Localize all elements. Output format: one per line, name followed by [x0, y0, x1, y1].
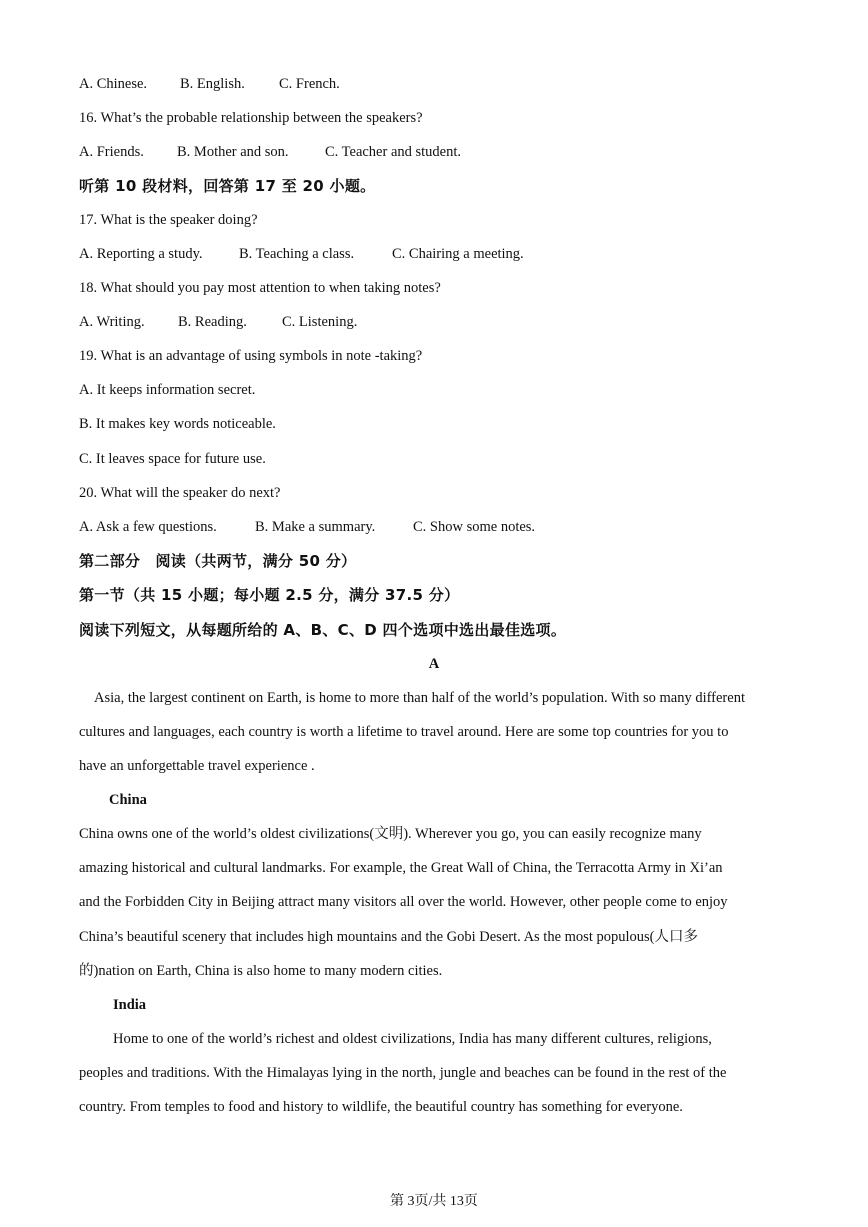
china-line-4: China’s beautiful scenery that includes high mountains and the Gobi Desert. As the most populous(人口多 [79, 929, 698, 945]
q20-option-a: A. Ask a few questions. [79, 519, 217, 535]
q19-option-c: C. It leaves space for future use. [79, 451, 266, 467]
q18-option-b: B. Reading. [178, 314, 247, 330]
q16-question: 16. What’s the probable relationship between the speakers? [79, 110, 423, 126]
page-number-footer: 第 3页/共 13页 [390, 1194, 478, 1209]
q16-option-c: C. Teacher and student. [325, 144, 462, 160]
china-line-5: 的)nation on Earth, China is also home to many modern cities. [79, 963, 443, 979]
q15-option-a: A. Chinese. [79, 76, 148, 92]
q15-option-c: C. French. [279, 76, 340, 92]
section-10-heading: 听第 10 段材料，回答第 17 至 20 小题。 [79, 177, 376, 195]
q18-options [79, 312, 357, 332]
part-2-heading: 第二部分 阅读（共两节，满分 50 分） [79, 552, 357, 570]
q17-question: 17. What is the speaker doing? [79, 212, 258, 228]
q16-option-b: B. Mother and son. [177, 144, 289, 160]
india-line-3: country. From temples to food and history to wildlife, the beautiful country has something for everyone. [79, 1099, 683, 1115]
reading-instructions: 阅读下列短文，从每题所给的 A、B、C、D 四个选项中选出最佳选项。 [79, 621, 567, 639]
q19-option-b: B. It makes key words noticeable. [79, 416, 276, 432]
q19-option-a: A. It keeps information secret. [79, 382, 256, 398]
india-line-1: Home to one of the world’s richest and oldest civilizations, India has many different cultures, religions, [113, 1031, 712, 1047]
q17-option-a: A. Reporting a study. [79, 246, 203, 262]
china-heading: China [109, 792, 147, 808]
china-line-1: China owns one of the world’s oldest civilizations(文明). Wherever you go, you can easily recognize many [79, 826, 702, 842]
q16-option-a: A. Friends. [79, 144, 144, 160]
q18-option-a: A. Writing. [79, 314, 145, 330]
q15-options [79, 74, 340, 94]
q17-option-c: C. Chairing a meeting. [392, 246, 524, 262]
china-line-2: amazing historical and cultural landmarks. For example, the Great Wall of China, the Terracotta Army in Xi’an [79, 860, 723, 876]
q18-option-c: C. Listening. [282, 314, 358, 330]
q20-options [79, 517, 535, 537]
china-line-3: and the Forbidden City in Beijing attract many visitors all over the world. However, other people come to enjoy [79, 894, 728, 910]
q18-question: 18. What should you pay most attention to when taking notes? [79, 280, 441, 296]
q16-options [79, 142, 461, 162]
passage-label: A [428, 656, 440, 672]
intro-line-3: have an unforgettable travel experience . [79, 758, 315, 774]
q17-options [79, 244, 524, 264]
q20-option-b: B. Make a summary. [255, 519, 376, 535]
intro-line-1: Asia, the largest continent on Earth, is home to more than half of the world’s population. With so many different [94, 690, 745, 706]
q19-question: 19. What is an advantage of using symbols in note -taking? [79, 348, 423, 364]
india-line-2: peoples and traditions. With the Himalayas lying in the north, jungle and beaches can be found in the rest of the [79, 1065, 727, 1081]
q17-option-b: B. Teaching a class. [239, 246, 355, 262]
q20-question: 20. What will the speaker do next? [79, 485, 281, 501]
q15-option-b: B. English. [180, 76, 245, 92]
q20-option-c: C. Show some notes. [413, 519, 536, 535]
india-heading: India [113, 997, 147, 1013]
section-1-heading: 第一节（共 15 小题；每小题 2.5 分，满分 37.5 分） [79, 586, 460, 604]
intro-line-2: cultures and languages, each country is worth a lifetime to travel around. Here are some top countries for you to [79, 724, 729, 740]
